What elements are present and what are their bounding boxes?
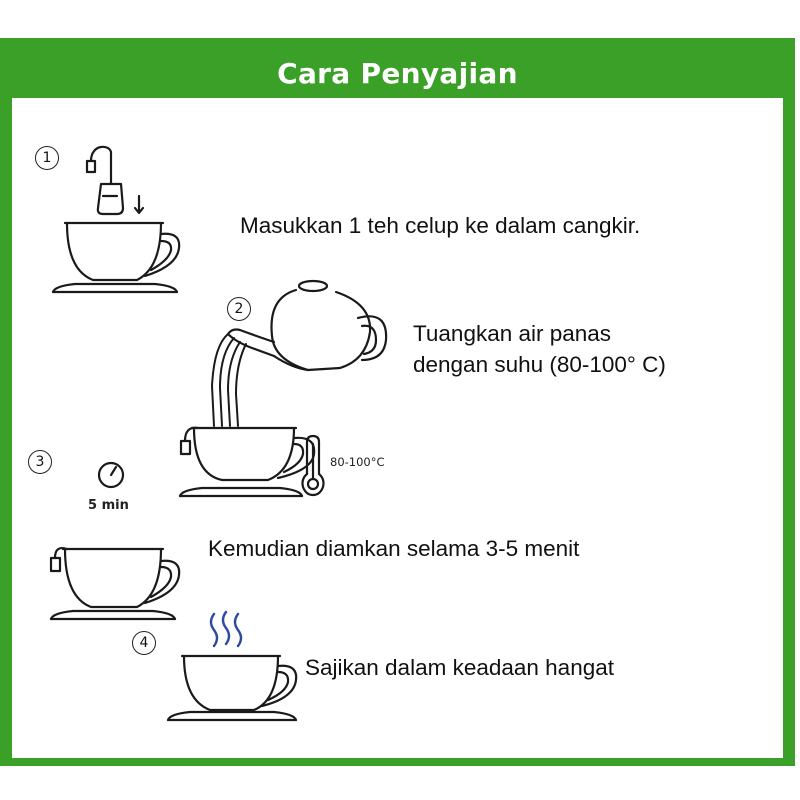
step-3-text: Kemudian diamkan selama 3-5 menit [208, 536, 580, 561]
thermometer-icon [298, 434, 328, 498]
arrow-down-icon [135, 196, 143, 213]
teapot-icon [228, 281, 386, 370]
step-4-number: 4 [132, 631, 156, 655]
teacup-icon [168, 656, 296, 720]
step-1-text: Masukkan 1 teh celup ke dalam cangkir. [240, 213, 641, 238]
step-3-number: 3 [28, 450, 52, 474]
step-2-text-line-1: Tuangkan air panas [413, 321, 612, 346]
step-1-number: 1 [35, 146, 59, 170]
step-2-text-line-2: dengan suhu (80-100° C) [413, 352, 666, 377]
step-2-number: 2 [227, 297, 251, 321]
timer-icon [99, 463, 123, 487]
instruction-card [0, 38, 795, 766]
step-4-illustration [160, 610, 300, 720]
wavy-header-edge [12, 99, 783, 118]
steam-icon [211, 612, 241, 646]
tea-bag-icon [87, 147, 123, 214]
timer-label: 5 min [88, 498, 129, 513]
step-2-text [413, 318, 666, 380]
teacup-icon [53, 223, 179, 292]
step-4-text: Sajikan dalam keadaan hangat [305, 655, 614, 680]
step-2-illustration [170, 276, 400, 466]
teacup-icon [51, 549, 179, 619]
page-title: Cara Penyajian [277, 57, 518, 90]
step-3-illustration [45, 463, 185, 633]
step-2-saucer [176, 476, 306, 500]
water-stream [212, 334, 246, 426]
thermometer-label: 80-100°C [330, 455, 385, 469]
step-1-illustration [45, 138, 185, 298]
